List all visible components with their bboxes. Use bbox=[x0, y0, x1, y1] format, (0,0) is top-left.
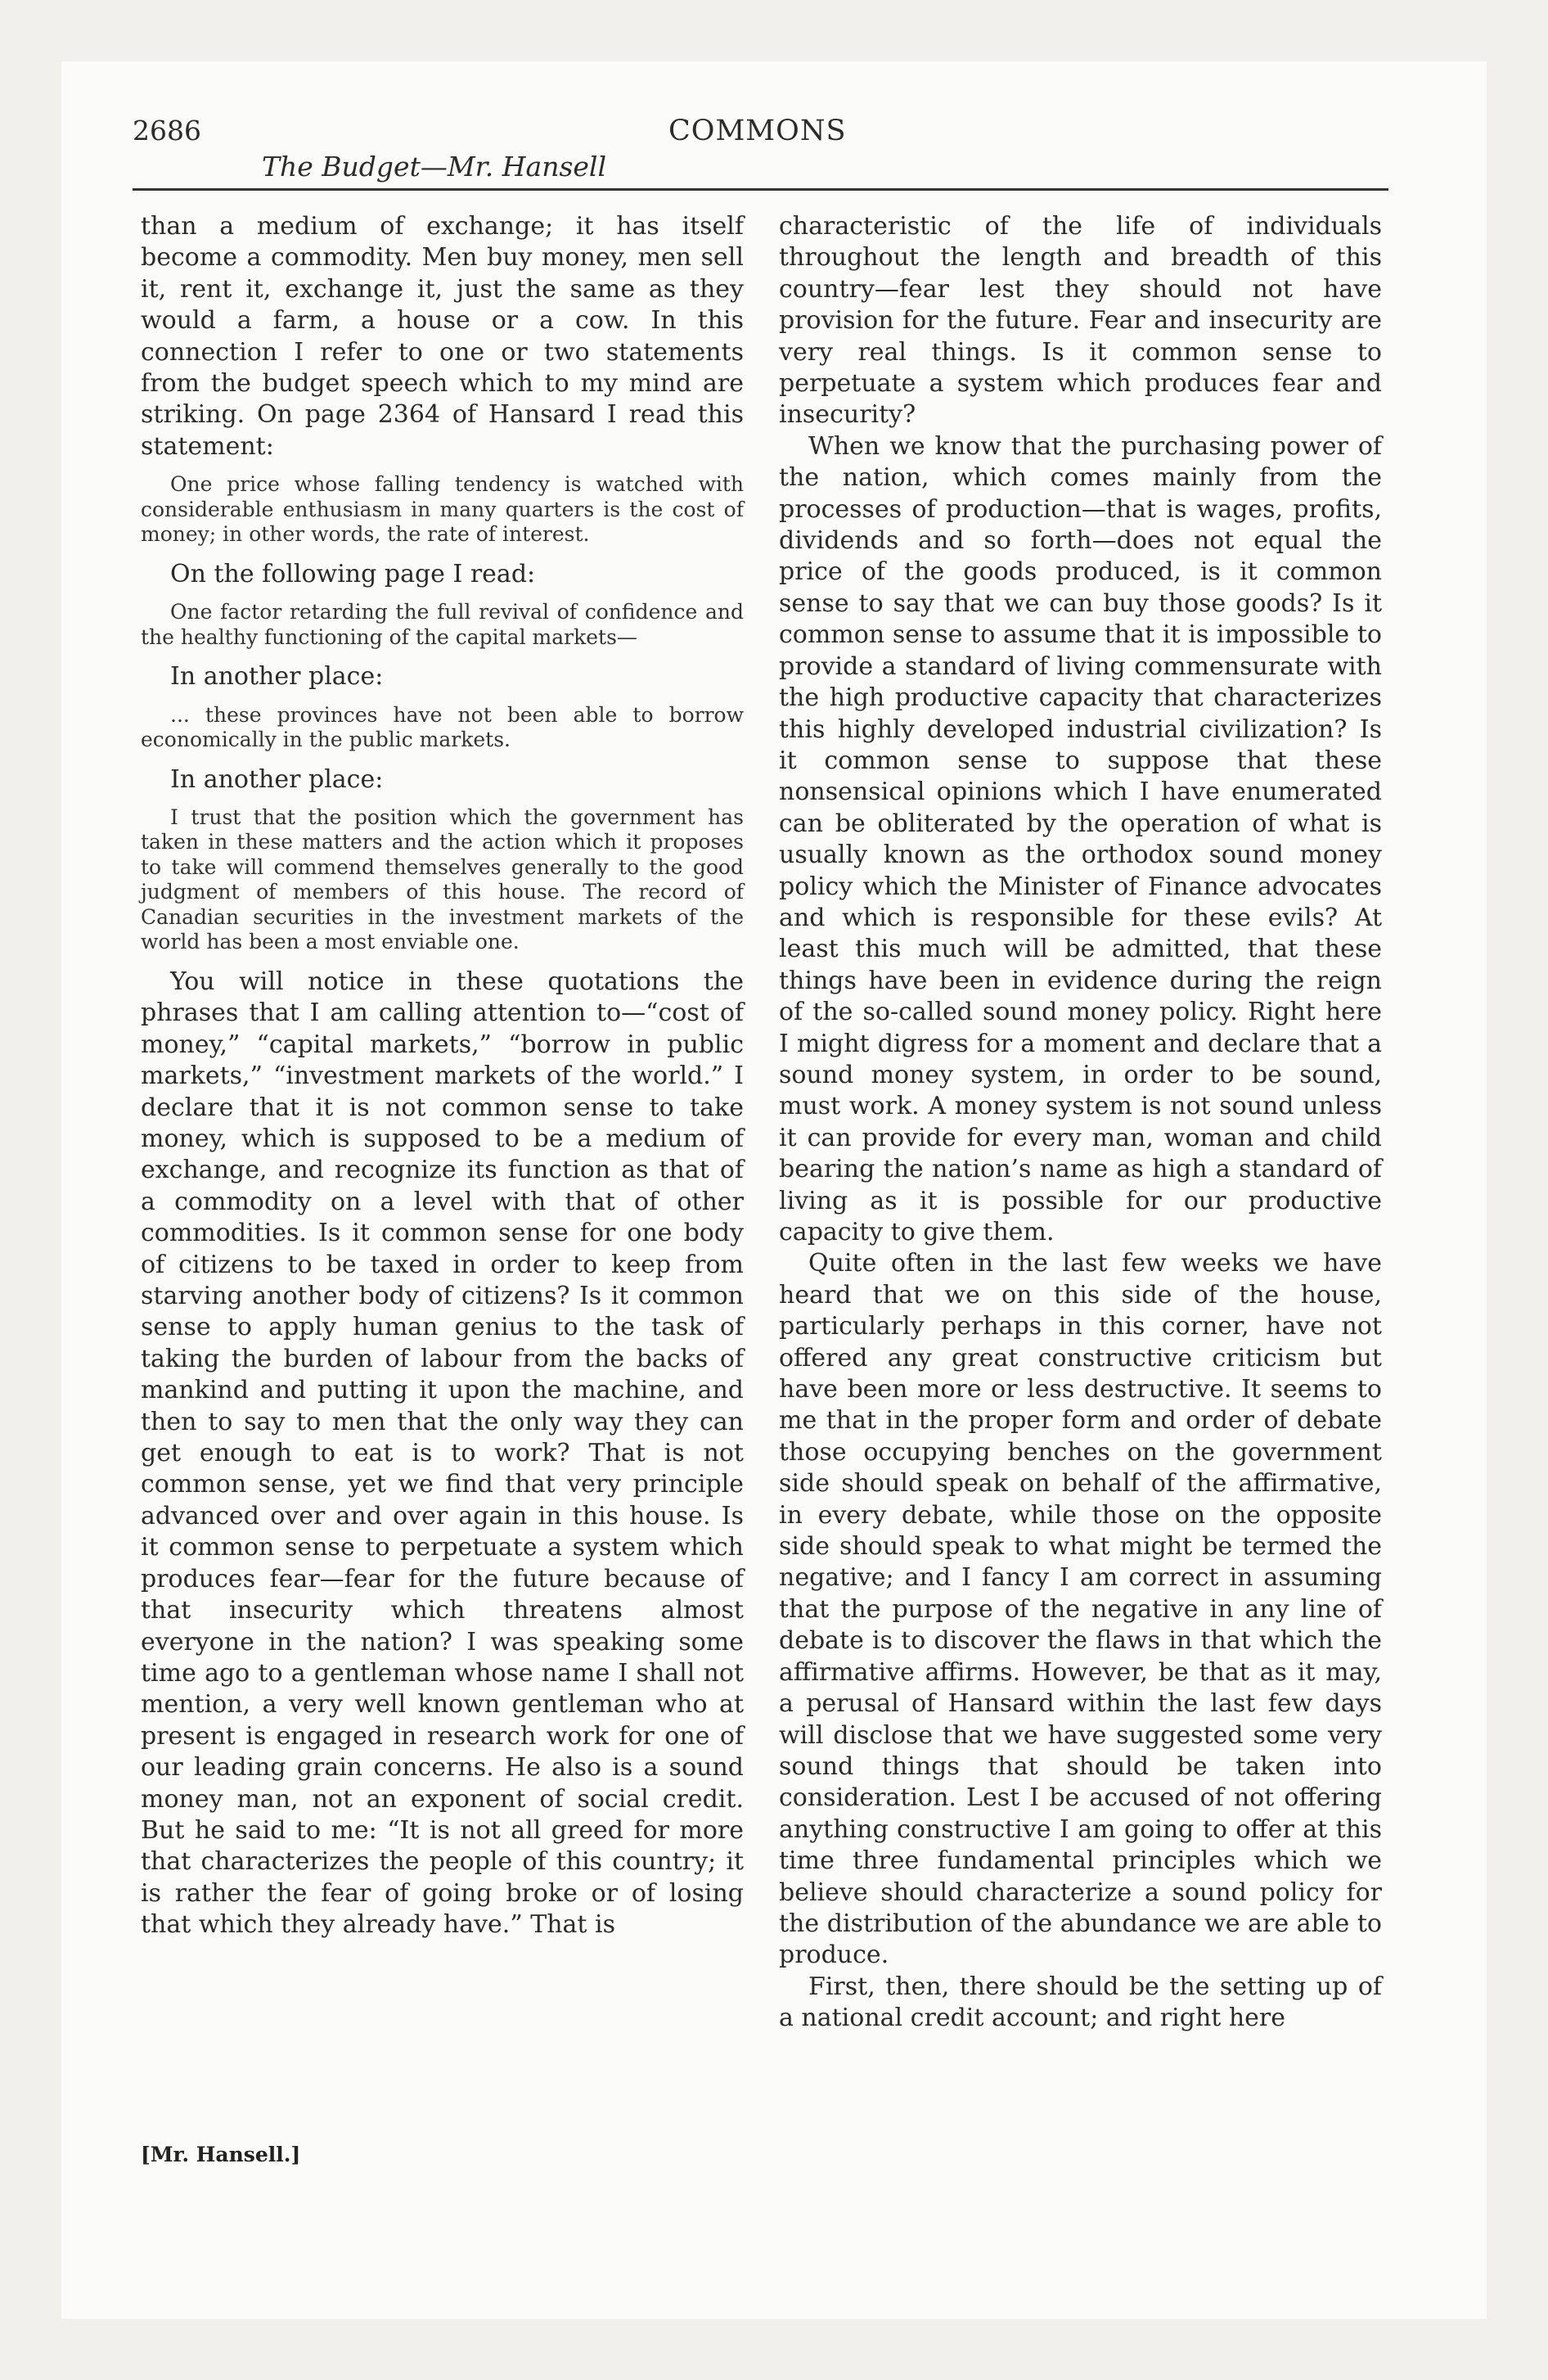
paragraph: When we know that the purchasing power of the nation, which comes mainly from the processes of production—that is wages, profits, dividends and so forth—does not equal the price of the goods produced, is it common sense to say that we can buy those goods? Is it common sense to assume that it is impossible to provide a standard of living commensurate with the high productive capacity that characterizes this highly developed industrial civilization? Is it common sense to suppose that these nonsensical opinions which I have enumerated can be obliterated by the operation of what is usually known as the orthodox sound money policy which the Minister of Finance advocates and which is responsible for these evils? At least this much will be admitted, that these things have been in evidence during the reign of the so-called sound money policy. Right here I might digress for a moment and declare that a sound money system, in order to be sound, must work. A money system is not sound unless it can provide for every man, woman and child bearing the nation’s name as high a standard of living as it is possible for our productive capacity to give them. bbox=[779, 431, 1382, 1246]
quotation: One factor retarding the full revival of confidence and the healthy functioning of the capital markets— bbox=[141, 600, 744, 649]
paragraph: You will notice in these quotations the phrases that I am calling attention to—“cost of money,” “capital markets,” “borrow in public markets,” “investment markets of the world.” I declare that it is not common sense to take money, which is supposed to be a medium of exchange, and recognize its function as that of a commodity on a level with that of other commodities. Is it common sense for one body of citizens to be taxed in order to keep from starving another body of citizens? Is it common sense to apply human genius to the task of taking the burden of labour from the backs of mankind and putting it upon the machine, and then to say to men that the only way they can get enough to eat is to work? That is not common sense, yet we find that very principle advanced over and over again in this house. Is it common sense to perpetuate a system which produces fear—fear for the future because of that insecurity which threatens almost everyone in the nation? I was speaking some time ago to a gentleman whose name I shall not mention, a very well known gentleman who at present is engaged in research work for one of our leading grain concerns. He also is a sound money man, not an exponent of social credit. But he said to me: “It is not all greed for more that characterizes the people of this country; it is rather the fear of going broke or of losing that which they already have.” That is bbox=[141, 967, 744, 1940]
paragraph: characteristic of the life of individuals throughout the length and breadth of this country—fear lest they should not have provision for the future. Fear and insecurity are very real things. Is it common sense to perpetuate a system which produces fear and insecurity? bbox=[779, 212, 1382, 430]
quotation: ... these provinces have not been able to borrow economically in the public markets. bbox=[141, 702, 744, 752]
header-divider bbox=[133, 188, 1388, 191]
paragraph: In another place: bbox=[170, 764, 384, 794]
speaker-footnote: [Mr. Hansell.] bbox=[141, 2143, 301, 2166]
page-title: COMMONS bbox=[668, 115, 847, 147]
paragraph: First, then, there should be the setting up of a national credit account; and right here bbox=[779, 1972, 1382, 2033]
page-number: 2686 bbox=[133, 115, 201, 146]
left-column bbox=[141, 211, 744, 1941]
page-subtitle: The Budget—Mr. Hansell bbox=[262, 151, 607, 183]
quotation: I trust that the position which the government has taken in these matters and the action which it proposes to take will commend themselves generally to the good judgment of members of this house. The record of Canadian securities in the investment markets of the world has been a most enviable one. bbox=[141, 805, 744, 954]
running-header bbox=[133, 115, 1388, 196]
paragraph: Quite often in the last few weeks we have heard that we on this side of the house, particularly perhaps in this corner, have not offered any great constructive criticism but have been more or less destructive. It seems to me that in the proper form and order of debate those occupying benches on the government side should speak on behalf of the affirmative, in every debate, while those on the opposite side should speak to what might be termed the negative; and I fancy I am correct in assuming that the purpose of the negative in any line of debate is to discover the flaws in that which the affirmative affirms. However, be that as it may, a perusal of Hansard within the last few days will disclose that we have suggested some very sound things that should be taken into consideration. Lest I be accused of not offering anything constructive I am going to offer at this time three fundamental principles which we believe should characterize a sound policy for the distribution of the abundance we are able to produce. bbox=[779, 1249, 1382, 1970]
paragraph: In another place: bbox=[170, 662, 384, 692]
quotation: One price whose falling tendency is watched with considerable enthusiasm in many quarters is the cost of money; in other words, the rate of interest. bbox=[141, 472, 744, 547]
paragraph: On the following page I read: bbox=[170, 559, 536, 588]
right-column bbox=[779, 211, 1382, 2035]
paragraph: than a medium of exchange; it has itself become a commodity. Men buy money, men sell it, rent it, exchange it, just the same as they would a farm, a house or a cow. In this connection I refer to one or two statements from the budget speech which to my mind are striking. On page 2364 of Hansard I read this statement: bbox=[141, 212, 744, 461]
